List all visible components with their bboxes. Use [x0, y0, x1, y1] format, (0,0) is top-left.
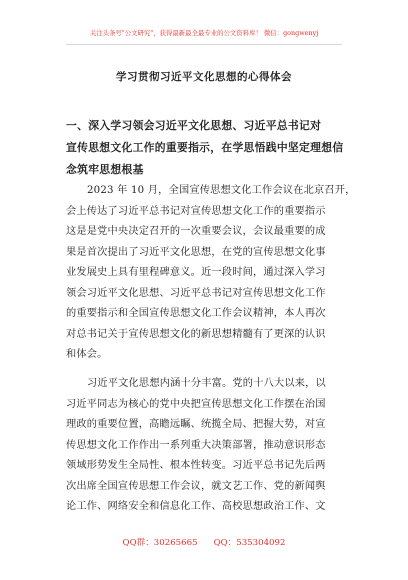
header-divider [66, 44, 342, 45]
section-heading-line: 念筑牢思想根基 [66, 163, 144, 176]
paragraph-line: 领域形势发生全局性、根本性转变。习近平总书记先后两 [66, 460, 326, 471]
footer-qq: QQ：535304092 [213, 538, 286, 548]
paragraph-line: 会上传达了习近平总书记对宣传思想文化工作的重要指示 [66, 205, 326, 217]
paragraph-line: 习近平文化思想内涵十分丰富。党的十八大以来，以 [87, 378, 326, 389]
paragraph-line: 果是首次提出了习近平文化思想，在党的宣传思想文化事 [66, 246, 326, 258]
paragraph-line: 这是是党中央决定召开的一次重要会议，会议最重要的成 [66, 226, 326, 237]
paragraph-line: 习近平同志为核心的党中央把宣传思想文化工作摆在治国 [66, 398, 326, 410]
header-banner: 关注头条号"公文研究"，获得最新最全最专业的公文资料库！ 微信：gongwenyj [89, 29, 319, 37]
paragraph-line: 对总书记关于宣传思想文化的新思想精髓有了更深的认识 [66, 328, 326, 340]
footer-qq-group: QQ群：30265665 [122, 538, 198, 548]
paragraph-line: 业发展史上具有里程碑意义。近一段时间，通过深入学习 [66, 267, 326, 278]
footer-contact [0, 536, 408, 548]
paragraph-1 [66, 181, 356, 366]
paragraph-line: 的重要指示和全国宣传思想文化工作会议精神，本人再次 [66, 308, 326, 319]
section-heading-line: 宣传思想文化工作的重要指示，在学思悟践中坚定理想信 [66, 141, 344, 154]
paragraph-line: 2023 年 10 月，全国宣传思想文化工作会议在北京召开， [87, 185, 356, 196]
paragraph-line: 领会习近平文化思想、习近平总书记对宣传思想文化工作 [66, 287, 326, 299]
section-heading [66, 115, 348, 181]
section-heading-line: 一、深入学习领会习近平文化思想、习近平总书记对 [66, 119, 322, 132]
paragraph-line: 和体会。 [66, 349, 108, 360]
paragraph-line: 传思想文化工作作出一系列重大决策部署，推动意识形态 [66, 439, 326, 451]
paragraph-line: 论工作、网络安全和信息化工作、高校思想政治工作、文 [66, 501, 326, 512]
paragraph-2 [66, 374, 352, 518]
paragraph-line: 理政的重要位置，高瞻远瞩、统揽全局、把握大势，对宣 [66, 419, 326, 430]
paragraph-line: 次出席全国宣传思想工作会议，就文艺工作、党的新闻舆 [66, 480, 326, 492]
document-title: 学习贯彻习近平文化思想的心得体会 [116, 71, 292, 83]
